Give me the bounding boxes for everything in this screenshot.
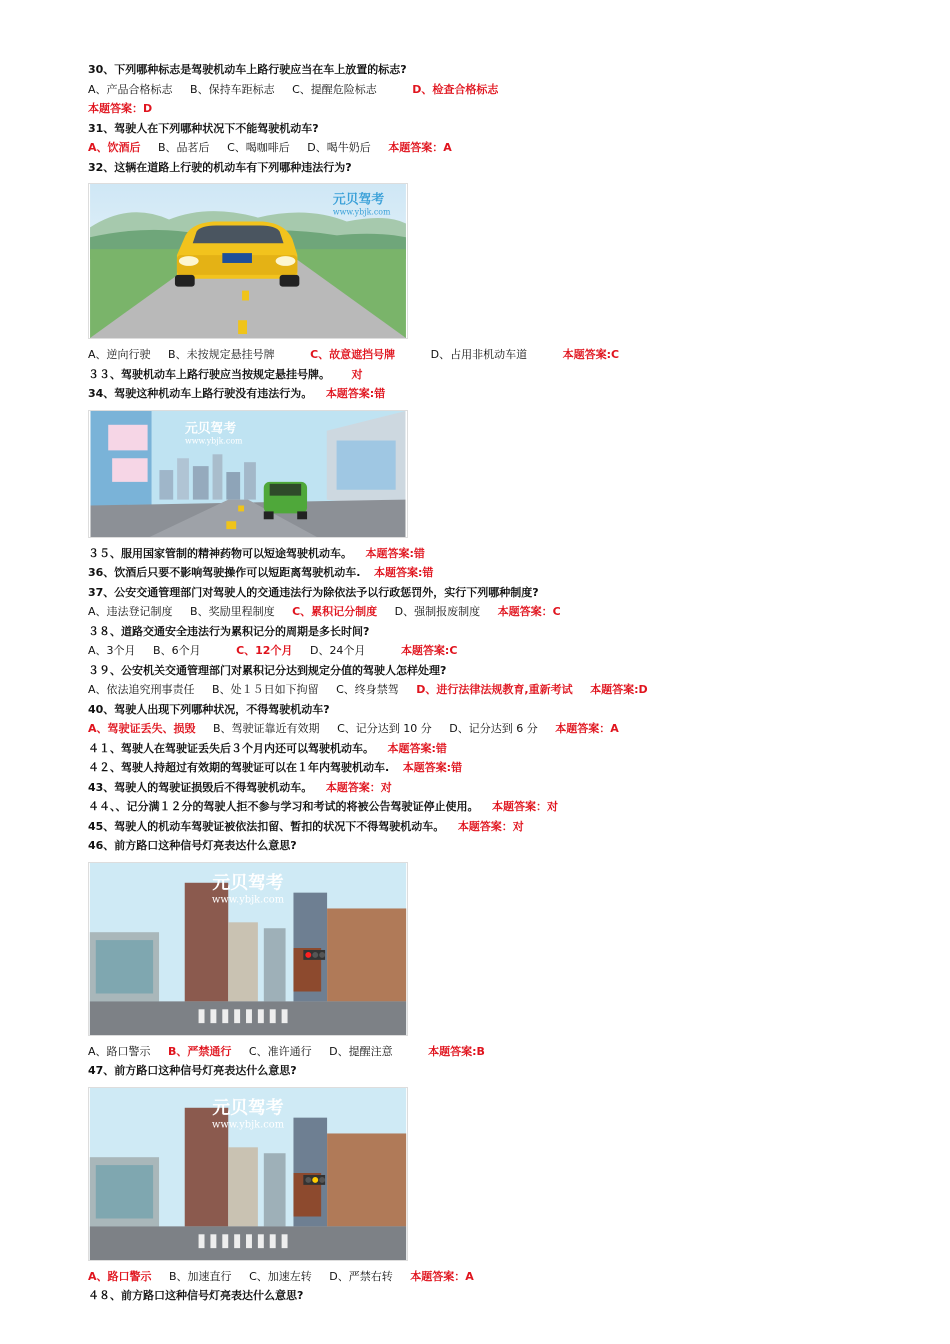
options-46 (88, 1042, 888, 1062)
yellow-car-road-image (88, 183, 408, 339)
watermark-logo: 元贝驾考 (185, 421, 237, 437)
question-36: 36、饮酒后只要不影响驾驶操作可以短距离驾驶机动车. (88, 566, 361, 579)
watermark-logo: 元贝驾考 (332, 192, 385, 208)
option-39-a: A、依法追究刑事责任 (88, 683, 195, 696)
option-39-c: C、终身禁驾 (336, 683, 399, 696)
watermark-url: www.ybjk.com (185, 435, 243, 445)
option-40-c: C、记分达到 10 分 (337, 722, 432, 735)
question-32: 32、这辆在道路上行驶的机动车有下列哪种违法行为? (88, 160, 352, 174)
question-41: ４１、驾驶人在驾驶证丢失后３个月内还可以驾驶机动车。 (88, 741, 374, 755)
question-45: 45、驾驶人的机动车驾驶证被依法扣留、暂扣的状况下不得驾驶机动车。 (88, 819, 445, 833)
question-43: 43、驾驶人的驾驶证损毁后不得驾驶机动车。 (88, 780, 313, 794)
watermark-logo: 元贝驾考 (212, 872, 284, 894)
row-34 (88, 384, 888, 404)
question-39: ３９、公安机关交通管理部门对累积记分达到规定分值的驾驶人怎样处理? (88, 663, 447, 677)
answer-33: 对 (351, 367, 363, 381)
options-39 (88, 680, 888, 700)
option-38-a: A、3个月 (88, 644, 136, 657)
answer-45: 本题答案：对 (457, 819, 524, 833)
answer-43: 本题答案：对 (325, 780, 392, 794)
question-44: ４４、、记分满１２分的驾驶人拒不参与学习和考试的将被公告驾驶证停止使用。 (88, 800, 479, 813)
intersection-yellow-light-image (88, 1087, 408, 1261)
answer-40: 本题答案：A (555, 722, 619, 735)
answer-39: 本题答案:D (590, 683, 648, 696)
option-46-a: A、路口警示 (88, 1044, 151, 1058)
options-37 (88, 602, 888, 622)
options-32 (88, 345, 888, 365)
row-36 (88, 563, 888, 583)
option-46-b: B、严禁通行 (168, 1044, 232, 1058)
row-35 (88, 544, 888, 564)
yellow-car-icon (175, 222, 299, 287)
option-30-d: D、检查合格标志 (412, 82, 499, 96)
question-42: ４２、驾驶人持超过有效期的驾驶证可以在１年内驾驶机动车. (88, 761, 390, 774)
options-31 (88, 138, 888, 158)
question-46: 46、前方路口这种信号灯亮表达什么意思? (88, 839, 297, 852)
question-48: ４８、前方路口这种信号灯亮表达什么意思? (88, 1289, 304, 1302)
answer-38: 本题答案:C (400, 644, 458, 657)
row-42 (88, 758, 888, 778)
options-38 (88, 641, 888, 661)
answer-37: 本题答案：C (497, 605, 561, 618)
option-47-d: D、严禁右转 (329, 1269, 393, 1283)
question-31: 31、驾驶人在下列哪种状况下不能驾驶机动车? (88, 121, 319, 135)
row-44 (88, 797, 888, 817)
question-30: 30、下列哪种标志是驾驶机动车上路行驶应当在车上放置的标志? (88, 63, 407, 76)
answer-47: 本题答案：A (410, 1269, 474, 1283)
question-33: ３３、驾驶机动车上路行驶应当按规定悬挂号牌。 (88, 367, 330, 381)
option-37-d: D、强制报废制度 (394, 605, 481, 618)
option-39-d: D、进行法律法规教育,重新考试 (416, 683, 573, 696)
row-45 (88, 817, 888, 837)
option-47-b: B、加速直行 (169, 1269, 232, 1283)
option-37-a: A、违法登记制度 (88, 605, 173, 618)
answer-34: 本题答案:错 (325, 387, 386, 400)
question-38: ３８、道路交通安全违法行为累积记分的周期是多长时间? (88, 624, 370, 638)
options-30 (88, 80, 888, 100)
option-46-d: D、提醒注意 (329, 1044, 393, 1058)
option-40-b: B、驾驶证靠近有效期 (213, 722, 320, 735)
watermark-url: www.ybjk.com (211, 894, 285, 906)
options-47 (88, 1267, 888, 1287)
answer-44: 本题答案：对 (492, 800, 558, 813)
answer-35: 本题答案:错 (365, 546, 425, 560)
option-47-c: C、加速左转 (249, 1269, 312, 1283)
question-47: 47、前方路口这种信号灯亮表达什么意思? (88, 1064, 297, 1077)
option-30-a: A、产品合格标志 (88, 82, 173, 96)
option-31-d: D、喝牛奶后 (307, 141, 371, 154)
watermark-url: www.ybjk.com (211, 1119, 285, 1131)
question-37: 37、公安交通管理部门对驾驶人的交通违法行为除依法予以行政惩罚外，实行下列哪种制度? (88, 585, 539, 599)
watermark-logo: 元贝驾考 (212, 1097, 284, 1119)
option-31-c: C、喝咖啡后 (227, 141, 290, 154)
traffic-light-red-icon (303, 949, 325, 959)
option-32-b: B、未按规定悬挂号牌 (168, 348, 275, 361)
question-40: 40、驾驶人出现下列哪种状况，不得驾驶机动车? (88, 702, 330, 716)
green-car-city-image (88, 410, 408, 538)
question-34: 34、驾驶这种机动车上路行驶没有违法行为。 (88, 387, 313, 400)
option-38-d: D、24个月 (309, 644, 366, 657)
option-31-a: A、饮酒后 (88, 141, 141, 154)
answer-42: 本题答案:错 (402, 761, 463, 774)
option-30-b: B、保持车距标志 (190, 82, 275, 96)
option-32-a: A、逆向行驶 (88, 348, 151, 361)
answer-46: 本题答案:B (428, 1044, 485, 1058)
row-43 (88, 778, 888, 798)
option-46-c: C、准许通行 (248, 1044, 312, 1058)
row-33 (88, 365, 888, 385)
option-47-a: A、路口警示 (88, 1269, 152, 1283)
watermark-url: www.ybjk.com (332, 207, 391, 217)
option-40-d: D、记分达到 6 分 (449, 722, 538, 735)
option-37-c: C、累积记分制度 (292, 605, 378, 618)
answer-41: 本题答案:错 (387, 741, 447, 755)
option-38-b: B、6个月 (153, 644, 201, 657)
option-32-c: C、故意遮挡号牌 (310, 348, 396, 361)
option-32-d: D、占用非机动车道 (430, 348, 528, 361)
row-41 (88, 739, 888, 759)
traffic-light-yellow-icon (303, 1174, 325, 1184)
answer-31: 本题答案：A (388, 141, 452, 154)
answer-32: 本题答案:C (562, 348, 620, 361)
answer-36: 本题答案:错 (374, 566, 434, 579)
exam-page (88, 60, 888, 1306)
option-38-c: C、12个月 (236, 644, 293, 657)
intersection-red-light-image (88, 862, 408, 1036)
question-35: ３５、服用国家管制的精神药物可以短途驾驶机动车。 (88, 546, 352, 560)
options-40 (88, 719, 888, 739)
option-31-b: B、品茗后 (158, 141, 210, 154)
answer-30: 本题答案：D (88, 102, 153, 115)
option-37-b: B、奖励里程制度 (190, 605, 275, 618)
option-30-c: C、提醒危险标志 (292, 82, 377, 96)
option-39-b: B、处１５日如下拘留 (212, 683, 319, 696)
option-40-a: A、驾驶证丢失、损毁 (88, 722, 196, 735)
